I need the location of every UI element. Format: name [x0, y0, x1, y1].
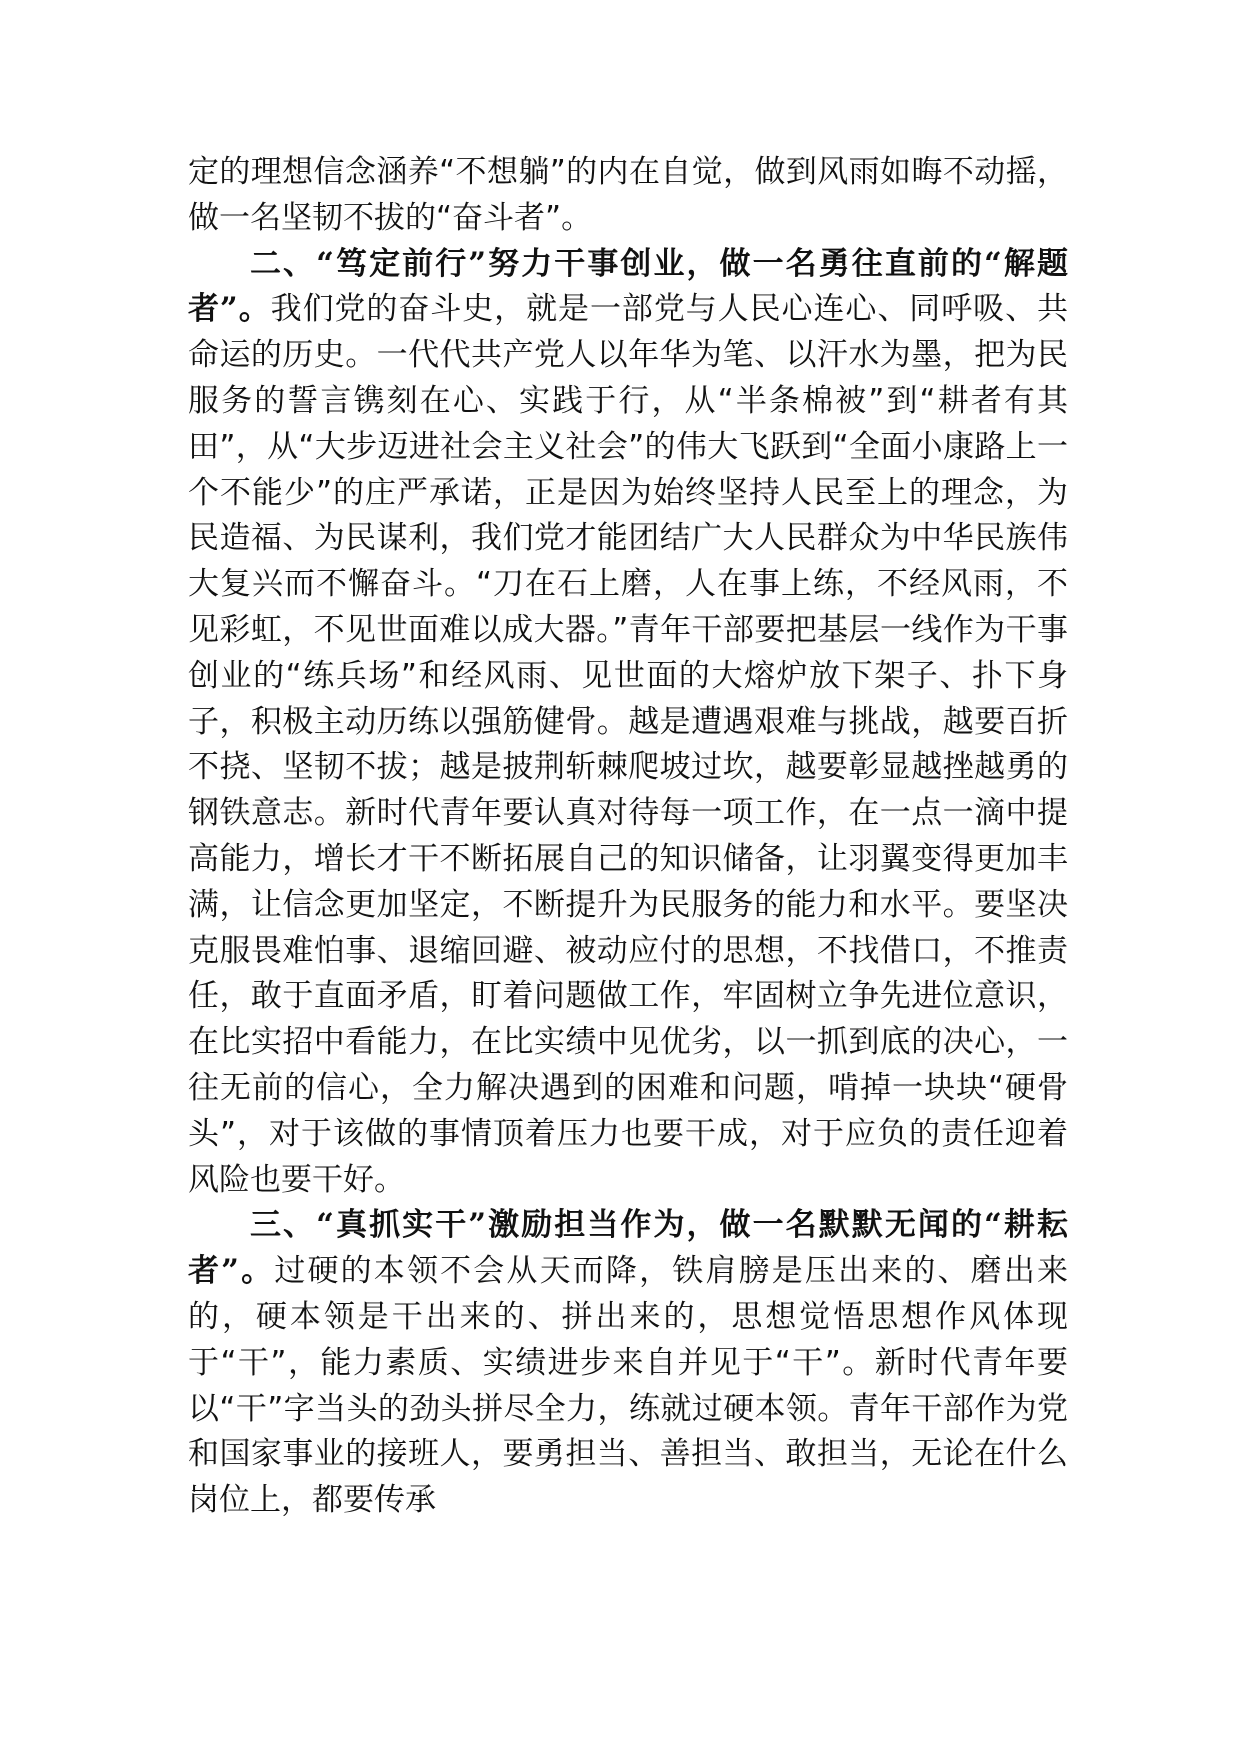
- paragraph-1-body: 定的理想信念涵养“不想躺”的内在自觉，做到风雨如晦不动摇，做一名坚韧不拔的“奋斗者”。: [188, 154, 1068, 236]
- paragraph-3-body: 过硬的本领不会从天而降，铁肩膀是压出来的、磨出来的，硬本领是干出来的、拼出来的，思想觉悟思想作风体现于“干”，能力素质、实绩进步来自并见于“干”。新时代青年要以“干”字当头的劲头拼尽全力，练就过硬本领。青年干部作为党和国家事业的接班人，要勇担当、善担当、敢担当，无论在什么岗位上，都要传承: [188, 1253, 1068, 1519]
- document-page: [188, 150, 1068, 1524]
- paragraph-2-body: 我们党的奋斗史，就是一部党与人民心连心、同呼吸、共命运的历史。一代代共产党人以年华为笔、以汗水为墨，把为民服务的誓言镌刻在心、实践于行，从“半条棉被”到“耕者有其田”，从“大步迈进社会主义社会”的伟大飞跃到“全面小康路上一个不能少”的庄严承诺，正是因为始终坚持人民至上的理念，为民造福、为民谋利，我们党才能团结广大人民群众为中华民族伟大复兴而不懈奋斗。“刀在石上磨，人在事上练，不经风雨，不见彩虹，不见世面难以成大器。”青年干部要把基层一线作为干事创业的“练兵场”和经风雨、见世面的大熔炉放下架子、扑下身子，积极主动历练以强筋健骨。越是遭遇艰难与挑战，越要百折不挠、坚韧不拔；越是披荆斩棘爬坡过坎，越要彰显越挫越勇的钢铁意志。新时代青年要认真对待每一项工作，在一点一滴中提高能力，增长才干不断拓展自己的知识储备，让羽翼变得更加丰满，让信念更加坚定，不断提升为民服务的能力和水平。要坚决克服畏难怕事、退缩回避、被动应付的思想，不找借口，不推责任，敢于直面矛盾，盯着问题做工作，牢固树立争先进位意识，在比实招中看能力，在比实绩中见优劣，以一抓到底的决心，一往无前的信心，全力解决遇到的困难和问题，啃掉一块块“硬骨头”，对于该做的事情顶着压力也要干成，对于应负的责任迎着风险也要干好。: [188, 291, 1068, 1198]
- paragraph-3-heading: 三、“真抓实干”激励担当作为，做一名默默无闻的“耕耘者”。: [188, 1207, 1068, 1290]
- paragraph-2-heading: 二、“笃定前行”努力干事创业，做一名勇往直前的“解题者”。: [188, 245, 1068, 328]
- paragraph-1: [188, 150, 1068, 242]
- paragraph-2: [188, 242, 1068, 1204]
- paragraph-3: [188, 1203, 1068, 1524]
